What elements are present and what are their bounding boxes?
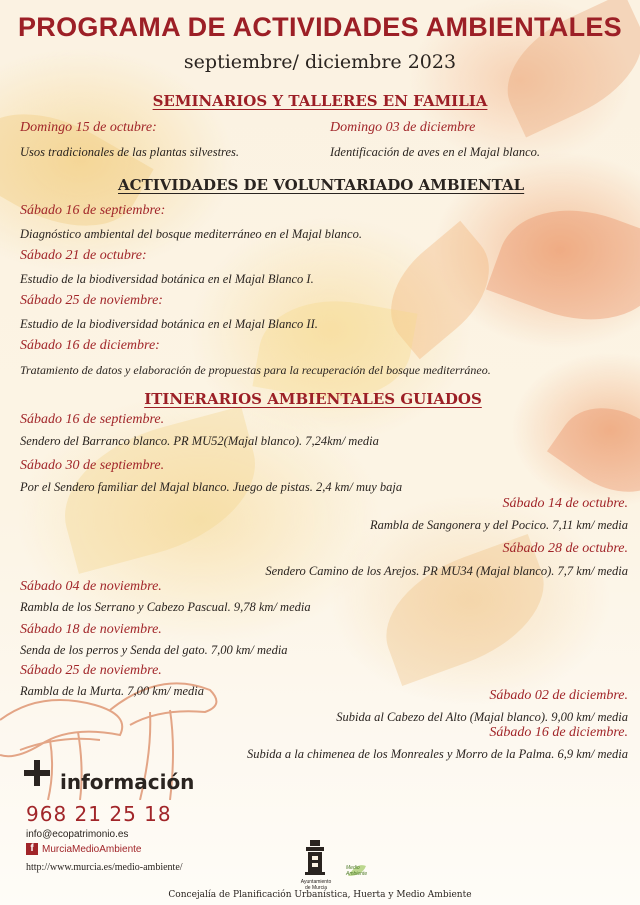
event-description: Rambla de Sangonera y del Pocico. 7,11 km/ media xyxy=(369,518,628,532)
event-description: Estudio de la biodiversidad botánica en el Majal Blanco II. xyxy=(20,317,318,331)
section-heading-voluntariado: ACTIVIDADES DE VOLUNTARIADO AMBIENTAL xyxy=(118,176,525,194)
event-date: Sábado 16 de diciembre. xyxy=(489,725,628,740)
event-date: Sábado 18 de noviembre. xyxy=(20,622,162,637)
event-description: Senda de los perros y Senda del gato. 7,00 km/ media xyxy=(20,643,288,657)
event-description: Tratamiento de datos y elaboración de propuestas para la recuperación del bosque mediterráneo. xyxy=(20,363,491,377)
page-subtitle: septiembre/ diciembre 2023 xyxy=(183,51,457,73)
event-date: Sábado 21 de octubre: xyxy=(20,248,147,263)
event-date: Domingo 15 de octubre: xyxy=(20,120,157,135)
event-date: Sábado 02 de diciembre. xyxy=(489,688,628,703)
facebook-icon: f xyxy=(26,843,38,855)
website-link[interactable]: http://www.murcia.es/medio-ambiente/ xyxy=(26,862,183,873)
event-date: Sábado 04 de noviembre. xyxy=(20,579,162,594)
event-date: Domingo 03 de diciembre xyxy=(330,120,476,135)
ayuntamiento-caption: Ayuntamiento de Murcia xyxy=(300,879,332,891)
background-leaf xyxy=(486,186,640,344)
event-description: Diagnóstico ambiental del bosque mediterráneo en el Majal blanco. xyxy=(20,227,362,241)
section-heading-itinerarios: ITINERARIOS AMBIENTALES GUIADOS xyxy=(144,390,482,408)
event-date: Sábado 14 de octubre. xyxy=(502,496,628,511)
event-date: Sábado 16 de septiembre. xyxy=(20,412,165,427)
event-description: Sendero del Barranco blanco. PR MU52(Majal blanco). 7,24km/ media xyxy=(20,434,379,448)
event-description: Sendero Camino de los Arejos. PR MU34 (Majal blanco). 7,7 km/ media xyxy=(265,564,628,578)
facebook-link[interactable]: MurciaMedioAmbiente xyxy=(42,844,142,855)
info-label: información xyxy=(60,770,195,794)
plus-icon xyxy=(24,760,50,786)
event-date: Sábado 16 de septiembre: xyxy=(20,203,166,218)
event-date: Sábado 25 de noviembre. xyxy=(20,663,162,678)
footer-text: Concejalía de Planificación Urbanística, Huerta y Medio Ambiente xyxy=(168,890,472,900)
event-date: Sábado 30 de septiembre. xyxy=(20,458,165,473)
email-link[interactable]: info@ecopatrimonio.es xyxy=(26,829,129,840)
event-description: Rambla de los Serrano y Cabezo Pascual. 9,78 km/ media xyxy=(20,600,311,614)
event-date: Sábado 28 de octubre. xyxy=(502,541,628,556)
event-date: Sábado 16 de diciembre: xyxy=(20,338,160,353)
phone-number[interactable]: 968 21 25 18 xyxy=(26,802,172,826)
event-description: Subida al Cabezo del Alto (Majal blanco). 9,00 km/ media xyxy=(336,710,628,724)
event-date: Sábado 25 de noviembre: xyxy=(20,293,163,308)
medio-ambiente-caption: Medio Ambiente xyxy=(346,865,368,877)
event-description: Por el Sendero familiar del Majal blanco. Juego de pistas. 2,4 km/ muy baja xyxy=(20,480,403,494)
event-description: Usos tradicionales de las plantas silvestres. xyxy=(20,145,239,159)
page-title: PROGRAMA DE ACTIVIDADES AMBIENTALES xyxy=(17,12,622,42)
section-heading-seminarios: SEMINARIOS Y TALLERES EN FAMILIA xyxy=(152,92,488,110)
event-description: Identificación de aves en el Majal blanco. xyxy=(330,145,541,159)
event-description: Subida a la chimenea de los Monreales y Morro de la Palma. 6,9 km/ media xyxy=(247,747,628,761)
event-description: Estudio de la biodiversidad botánica en el Majal Blanco I. xyxy=(20,272,314,286)
event-description: Rambla de la Murta. 7,00 km/ media xyxy=(20,684,205,698)
